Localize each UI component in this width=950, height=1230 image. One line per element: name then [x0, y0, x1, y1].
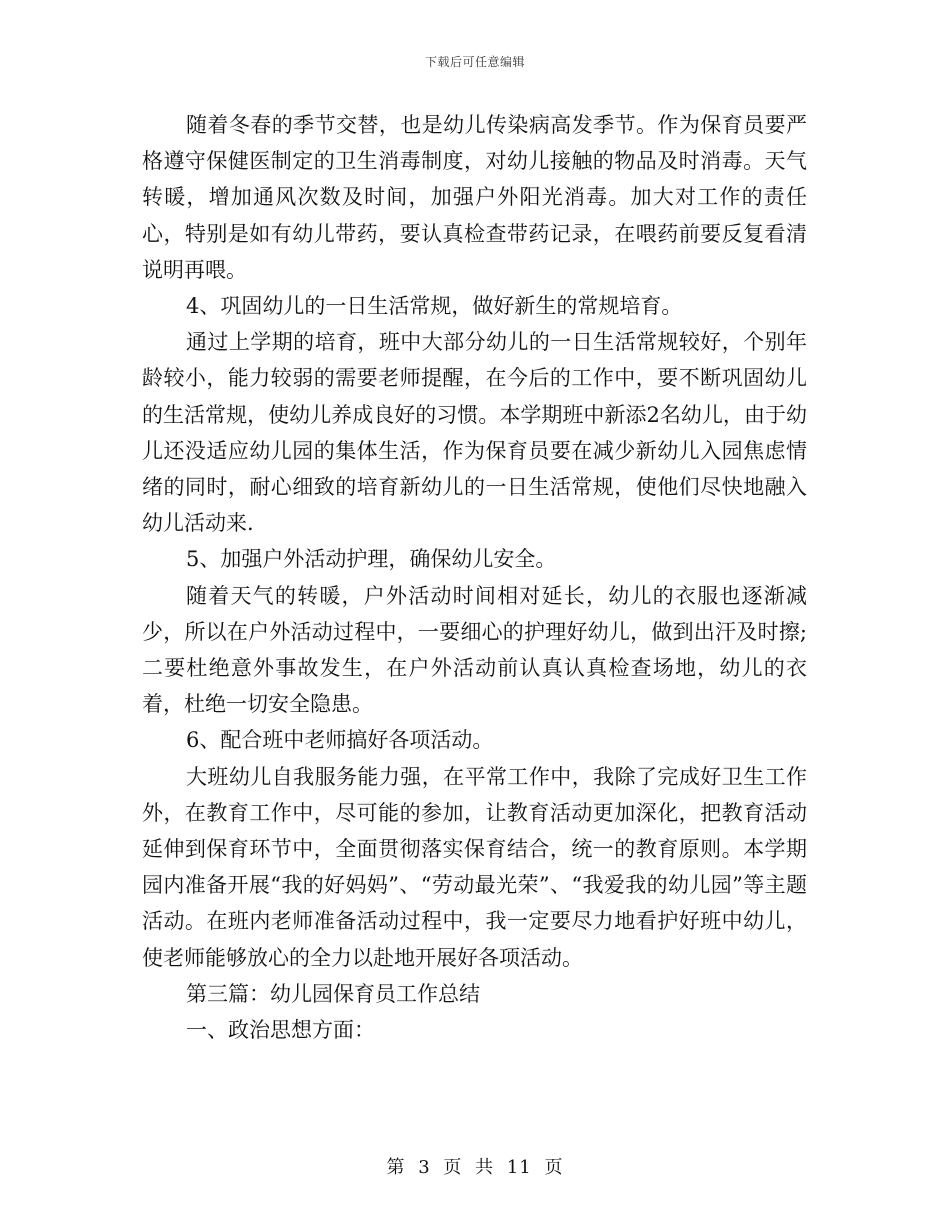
header-note: 下载后可任意编辑: [424, 55, 525, 69]
paragraph-routine: 通过上学期的培育，班中大部分幼儿的一日生活常规较好，个别年龄较小，能力较弱的需要老师提醒，在今后的工作中，要不断巩固幼儿的生活常规，使幼儿养成良好的习惯。本学期班中新添2名幼儿，由于幼儿还没适应幼儿园的集体生活，作为保育员要在减少新幼儿入园焦虑情绪的同时，耐心细致的培育新幼儿的一日生活常规，使他们尽快地融入幼儿活动来.: [142, 330, 807, 536]
paragraph-outdoor-safety: 随着天气的转暖，户外活动时间相对延长，幼儿的衣服也逐渐减少，所以在户外活动过程中，一要细心的护理好幼儿，做到出汗及时擦;二要杜绝意外事故发生，在户外活动前认真认真检查场地，幼儿的衣着，杜绝一切安全隐患。: [142, 583, 807, 717]
page-number-footer: 第 3 页 共 11 页: [386, 1157, 564, 1178]
paragraph-cooperation: 大班幼儿自我服务能力强，在平常工作中，我除了完成好卫生工作外，在教育工作中，尽可能的参加，让教育活动更加深化，把教育活动延伸到保育环节中，全面贯彻落实保育结合，统一的教育原则。本学期园内准备开展“我的好妈妈”、“劳动最光荣”、“我爱我的幼儿园”等主题活动。在班内老师准备活动过程中，我一定要尽力地看护好班中幼儿，使老师能够放心的全力以赴地开展好各项活动。: [142, 764, 807, 970]
heading-cooperation: 6、配合班中老师搞好各项活动。: [186, 728, 494, 753]
heading-political: 一、政治思想方面：: [186, 1018, 375, 1043]
document-body: [142, 107, 807, 1048]
heading-routine: 4、巩固幼儿的一日生活常规，做好新生的常规培育。: [186, 294, 683, 319]
heading-outdoor-safety: 5、加强户外活动护理，确保幼儿安全。: [186, 547, 557, 572]
section-title-part-three: 第三篇：幼儿园保育员工作总结: [186, 981, 480, 1006]
paragraph-disinfection: 随着冬春的季节交替，也是幼儿传染病高发季节。作为保育员要严格遵守保健医制定的卫生消毒制度，对幼儿接触的物品及时消毒。天气转暖，增加通风次数及时间，加强户外阳光消毒。加大对工作的责任心，特别是如有幼儿带药，要认真检查带药记录，在喂药前要反复看清说明再喂。: [142, 113, 807, 282]
